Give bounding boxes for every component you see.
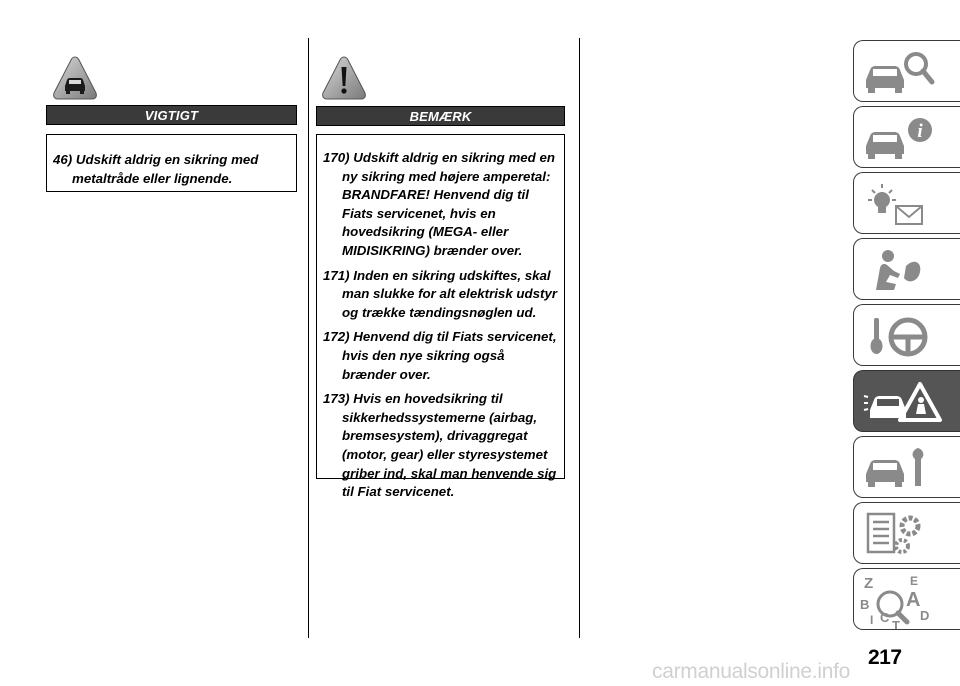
car-info-icon: [860, 112, 960, 164]
tab-specifications[interactable]: [853, 502, 960, 564]
warning-light-message-icon: [860, 178, 960, 230]
column-divider-right: [579, 38, 580, 638]
tab-safety[interactable]: [853, 238, 960, 300]
vigtigt-header: VIGTIGT: [46, 105, 297, 125]
car-emergency-icon: [860, 376, 960, 428]
tab-index[interactable]: [853, 568, 960, 630]
svg-text:Z: Z: [864, 575, 874, 592]
svg-text:B: B: [860, 597, 870, 612]
steering-wheel-key-icon: [860, 310, 960, 362]
seat-airbag-icon: [860, 244, 960, 296]
car-warning-icon: [52, 55, 98, 101]
tab-emergency[interactable]: [853, 370, 960, 432]
svg-text:D: D: [920, 608, 930, 623]
bemaerk-header: BEMÆRK: [316, 106, 565, 126]
alphabetical-index-icon: [860, 574, 960, 630]
car-wrench-icon: [860, 442, 960, 494]
tab-warning-lights[interactable]: [853, 172, 960, 234]
svg-text:A: A: [906, 589, 921, 611]
vigtigt-notes-box: [46, 134, 297, 192]
spec-sheet-gears-icon: [860, 508, 960, 560]
bemaerk-notes-box: [316, 134, 565, 500]
note-172: 172) Henvend dig til Fiats servicenet, hvis den nye sikring også brænder over.: [323, 329, 557, 382]
note-173: 173) Hvis en hovedsikring til sikkerhedssystemerne (airbag, bremsesystem), drivaggregat (motor, gear) eller styresystemet griber ind, skal man henvende sig til Fiat servicenet.: [323, 391, 557, 500]
tab-car-magnifier[interactable]: [853, 40, 960, 102]
note-46: 46) Udskift aldrig en sikring med metaltråde eller lignende.: [53, 152, 259, 186]
tab-maintenance[interactable]: [853, 436, 960, 498]
car-magnifier-icon: [860, 46, 960, 98]
svg-text:E: E: [910, 574, 919, 588]
tab-car-info[interactable]: [853, 106, 960, 168]
svg-text:I: I: [870, 613, 874, 627]
page-number: 217: [868, 646, 902, 669]
column-divider-left: [308, 38, 309, 638]
exclamation-warning-icon: [321, 55, 367, 101]
svg-text:T: T: [892, 618, 900, 632]
note-171: 171) Inden en sikring udskiftes, skal man slukke for alt elektrisk udstyr og trække tændingsnøglen ud.: [323, 267, 558, 320]
svg-text:i: i: [917, 121, 923, 142]
watermark: carmanualsonline.info: [652, 660, 850, 683]
note-170: 170) Udskift aldrig en sikring med en ny sikring med højere amperetal: BRANDFARE! Henvend dig til Fiats servicenet, hvis en hovedsikring (MEGA- eller MIDISIKRING) brænder over.: [323, 150, 556, 258]
tab-steering[interactable]: [853, 304, 960, 366]
svg-text:C: C: [880, 610, 890, 625]
